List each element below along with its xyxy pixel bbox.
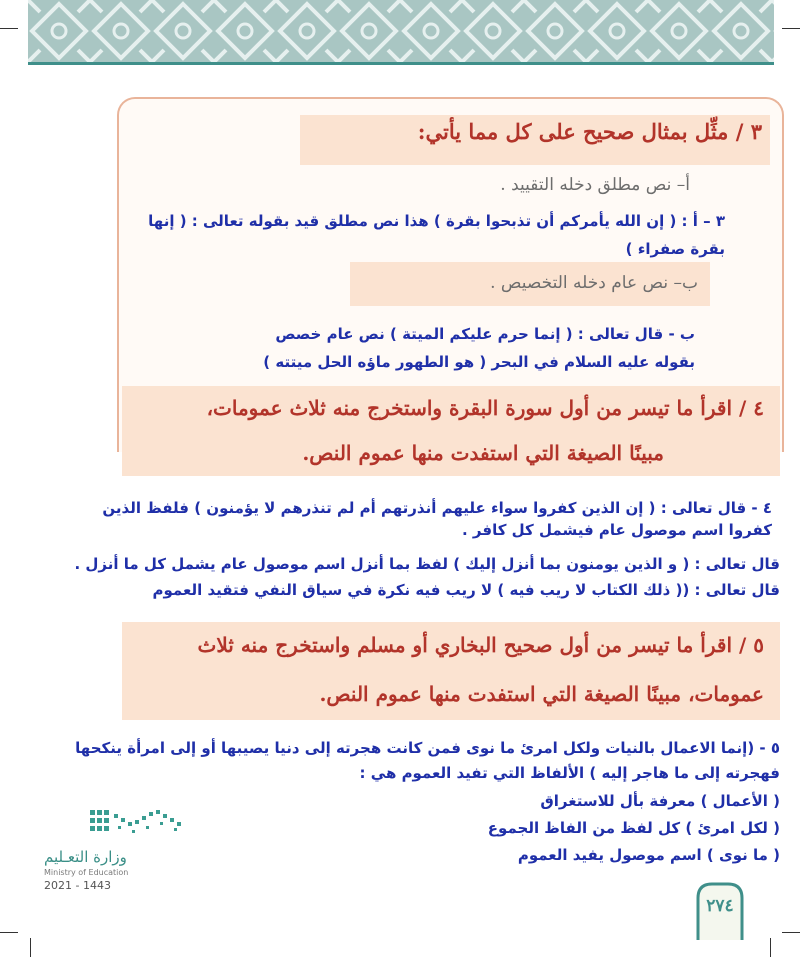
question-4-line2: مبينًا الصيغة التي استفدت منها عموم النص. [302, 441, 664, 465]
page-number-badge [694, 880, 746, 940]
answer-5-item3: ( ما نوى ) اسم موصول يفيد العموم [517, 846, 780, 864]
question-5-line2: عمومات، مبينًا الصيغة التي استفدت منها عموم النص. [319, 682, 764, 706]
question-3b-prompt: ب– نص عام دخله التخصيص . [490, 273, 698, 293]
answer-5-item2: ( لكل امرئ ) كل لفظ من الفاظ الجموع [487, 819, 780, 837]
ministry-name-arabic: وزارة التعـليم [44, 848, 127, 866]
header-pattern-banner [28, 0, 774, 62]
ministry-logo-text [44, 848, 128, 892]
answer-4-part2: قال تعالى : ( و الذين يومنون بما أنزل إليك ) لفظ بما أنزل اسم موصول عام يشمل كل ما أنزل . [74, 555, 780, 573]
crop-mark [770, 938, 771, 957]
ministry-name-english: Ministry of Education [44, 868, 129, 877]
answer-4-part3: قال تعالى : (( ذلك الكتاب لا ريب فيه ) لا ريب فيه نكرة في سياق النفي فتقيد العموم [152, 581, 780, 599]
answer-4-part1: ٤ - قال تعالى : ( إن الذين كفروا سواء عليهم أنذرتهم أم لم تنذرهم لا يؤمنون ) فلفظ الذين كفروا اسم موصول عام فيشمل كل كافر . [102, 499, 772, 539]
edition-years: 2021 - 1443 [44, 879, 111, 892]
question-3a-prompt: أ– نص مطلق دخله التقييد . [500, 175, 690, 195]
question-4-line1: ٤ / اقرأ ما تيسر من أول سورة البقرة واستخرج منه ثلاث عمومات، [206, 396, 764, 420]
answer-5-item1: ( الأعمال ) معرفة بأل للاستغراق [540, 792, 780, 810]
crop-mark [782, 28, 800, 29]
answer-3b: ب - قال تعالى : ( إنما حرم عليكم الميتة ) نص عام خصص بقوله عليه السلام في البحر ( هو الطهور ماؤه الحل ميتته ) [263, 325, 695, 371]
question-3-title: ٣ / مثِّل بمثال صحيح على كل مما يأتي: [417, 119, 762, 144]
crop-mark [0, 28, 18, 29]
crop-mark [0, 932, 18, 933]
answer-5-intro: ٥ - (إنما الاعمال بالنيات ولكل امرئ ما نوى فمن كانت هجرته إلى دنيا يصيبها أو إلى امرأة ينكحها فهجرته إلى ما هاجر إليه ) الألفاظ التي تفيد العموم هي : [75, 739, 780, 782]
page-number: ٢٧٤ [706, 896, 734, 916]
banner-divider [28, 62, 774, 65]
crop-mark [782, 932, 800, 933]
answer-3a: ٣ – أ : ( إن الله يأمركم أن تذبحوا بقرة ) هذا نص مطلق قيد بقوله تعالى : ( إنها بقرة صفراء ) [148, 212, 725, 258]
crop-mark [30, 938, 31, 957]
question-5-line1: ٥ / اقرأ ما تيسر من أول صحيح البخاري أو مسلم واستخرج منه ثلاث [197, 633, 764, 657]
ministry-logo-icon [88, 808, 183, 842]
